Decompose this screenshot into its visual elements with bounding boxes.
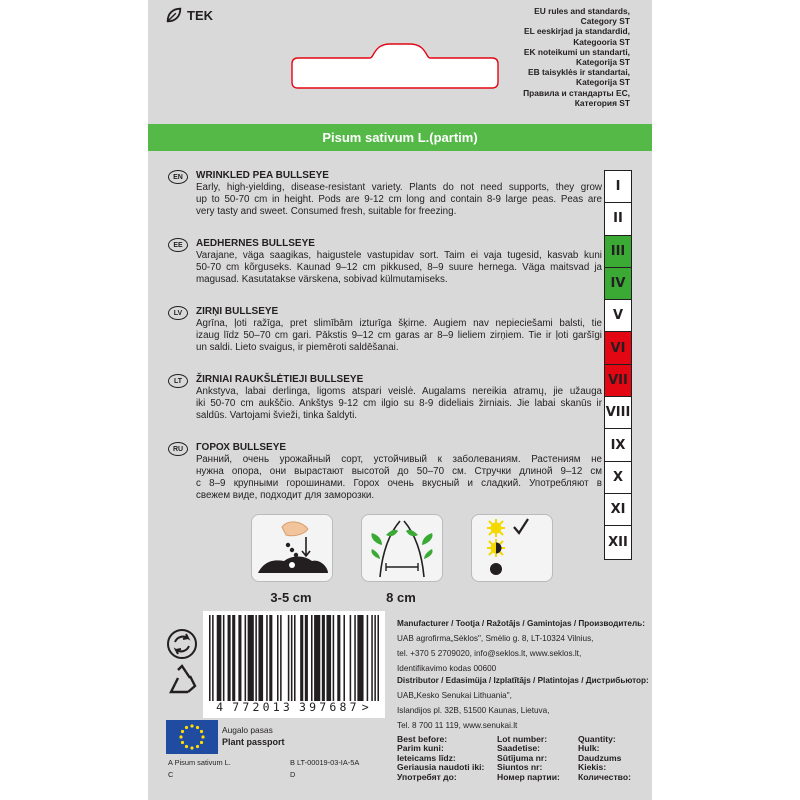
barcode-bar (322, 615, 325, 701)
field-label: Quantity: (578, 734, 616, 744)
eu-rules-line: EU rules and standards, (534, 6, 630, 16)
passport-line-lt: Augalo pasas (222, 725, 273, 735)
species-name: Pisum sativum L.(partim) (322, 130, 478, 145)
field-label: Daudzums (578, 752, 622, 763)
barcode-bar (212, 615, 214, 701)
sowing-depth-label: 3-5 cm (270, 590, 312, 605)
eu-rules-line: EK noteikumi un standarti, (523, 46, 630, 57)
description-line: нужна опора, они вырастают высотой до 50–70 см. Стручки длиной 9–12 см (196, 466, 602, 477)
barcode-bar (277, 615, 279, 701)
field-label: Best before: (397, 734, 448, 744)
barcode-bar (305, 615, 308, 701)
description-line: Ранний, очень урожайный сорт, устойчивый к заболеваниям. Растениям не (196, 454, 602, 465)
eu-rules-line: Kategooria ST (573, 36, 630, 47)
distributor-heading: Distributor / Edasimüja / Izplatītājs / Platintojas / Дистрибьютор: (397, 676, 649, 685)
brand-logo (165, 6, 213, 24)
variety-description (196, 318, 602, 354)
quantity-column (578, 735, 631, 782)
barcode-bar (248, 615, 254, 701)
barcode-bar (371, 615, 373, 701)
eu-rules-line: Kategorija ST (576, 77, 630, 88)
plant-spacing-icon (361, 514, 443, 582)
barcode-bar (367, 615, 369, 701)
field-label: Количество: (578, 771, 631, 782)
distributor-address: Islandijos pl. 32B, 51500 Kaunas, Lietuva, (397, 706, 550, 715)
variety-title: ŽIRNIAI RAUKŠLĖTIEJI BULLSEYE (196, 374, 364, 385)
distributor-name: UAB„Kesko Senukai Lithuania", (397, 691, 512, 700)
eu-rules-line: EL eeskirjad ja standardid, (524, 26, 630, 37)
passport-code: B LT-00019-03-IA-5A (290, 758, 360, 767)
variety-description (196, 182, 602, 218)
barcode-digits-left: 772013 (232, 700, 293, 714)
lot-number-column (497, 735, 560, 782)
eu-rules-line: Kategorija ST (576, 57, 630, 68)
barcode-quiet-mark: > (361, 700, 372, 714)
climate-zone: III (605, 236, 631, 268)
barcode-bar (294, 615, 296, 701)
brand-text: TEK (187, 7, 213, 23)
variety-title: ГОРОХ BULLSEYE (196, 442, 287, 453)
distributor-info (397, 675, 649, 731)
field-label: Употребят до: (397, 771, 457, 782)
description-line: izaug līdz 50–70 cm gari. Pākstis 9–12 cm garas ar 8–9 lieliem zirņiem. Tie ir ļoti garšīgi (196, 330, 602, 341)
description-line: saldūs. Vartojami švieži, tinka šaldyti. (196, 410, 357, 421)
hanger-cutout (290, 40, 500, 90)
eu-star (179, 735, 182, 738)
barcode-bar (300, 615, 303, 701)
barcode-bar (333, 615, 335, 701)
climate-zone: VI (605, 332, 631, 364)
field-label: Kiekis: (578, 762, 607, 773)
barcode-bar (238, 615, 241, 701)
climate-zones (604, 170, 632, 560)
barcode-bar (357, 615, 363, 701)
barcode-bar (280, 615, 282, 701)
eu-flag-icon (166, 720, 218, 754)
barcode-bar (245, 615, 247, 701)
description-line: 50-70 cm kõrguseks. Kaunad 9–12 cm pikkused, 8–9 suure hernega. Väga maitsvad ja (196, 262, 602, 273)
species-band (148, 124, 652, 151)
barcode-bar (255, 615, 257, 701)
field-label: Sūtījuma nr: (497, 752, 548, 763)
description-line: very tasty and sweet. Consumed fresh, suitable for freezing. (196, 206, 457, 217)
leaf-icon (165, 6, 183, 24)
climate-zone: V (605, 300, 631, 332)
barcode-bar (209, 615, 211, 701)
eu-rules-line: Category ST (580, 16, 630, 27)
eu-star (200, 730, 203, 733)
description-line: Agrīna, ļoti ražīga, pret slimībām izturīga šķirne. Augiem nav nepieciešami balsti, tie (196, 318, 602, 329)
eu-rules-line: EB taisyklės ir standartai, (528, 67, 630, 78)
description-line: Ankstyva, labai derlinga, ligoms atspari veislė. Augalams nereikia atramų, jie užauga (196, 386, 602, 397)
plant-spacing-label: 8 cm (386, 590, 416, 605)
variety-description (196, 454, 602, 502)
variety-description (196, 250, 602, 286)
manufacturer-id: Identifikavimo kodas 00600 (397, 664, 497, 673)
barcode-bar (288, 615, 290, 701)
barcode-bar (374, 615, 376, 701)
sowing-depth-icon (251, 514, 333, 582)
climate-zone: VII (605, 365, 631, 397)
sun-exposure-icon (471, 514, 553, 582)
climate-zone: VIII (605, 397, 631, 429)
language-badge: LT (168, 374, 188, 388)
barcode-bar (269, 615, 272, 701)
barcode-bar (217, 615, 222, 701)
field-label: Lot number: (497, 734, 548, 744)
barcode (203, 611, 385, 718)
description-line: с 8–9 крупными горошинами. Горох очень вкусный и сладкий. Употребляют в (196, 478, 602, 489)
barcode-bar (350, 615, 352, 701)
description-line: Varajane, väga saagikas, haigustele vastupidav sort. Taim ei vaja tugesid, kasvab kuni (196, 250, 602, 261)
field-label: Saadetise: (497, 743, 540, 754)
climate-zone: II (605, 203, 631, 235)
eu-star (190, 746, 193, 749)
climate-zone: IV (605, 268, 631, 300)
eu-star (200, 741, 203, 744)
variety-title: ZIRŅI BULLSEYE (196, 306, 279, 317)
barcode-bar (377, 615, 379, 701)
eu-star (181, 730, 184, 733)
barcode-bar (291, 615, 293, 701)
description-line: magusad. Kasutatakse värskena, sobivad külmutamiseks. (196, 274, 448, 285)
description-line: up to 50-70 cm in height. Pods are 9-12 cm long and contain 8-9 large peas. Peas are (196, 194, 602, 205)
description-line: Early, high-yielding, disease-resistant variety. Plants do not need supports, they grow (196, 182, 602, 193)
field-label: Siuntos nr: (497, 762, 543, 773)
variety-title: AEDHERNES BULLSEYE (196, 238, 315, 249)
language-badge: EN (168, 170, 188, 184)
barcode-bar (354, 615, 356, 701)
eu-star (185, 726, 188, 729)
plant-passport (222, 724, 285, 748)
eu-rules-line: Правила и стандарты ЕС, (523, 87, 630, 98)
barcode-bar (343, 615, 345, 701)
barcode-bar (228, 615, 231, 701)
manufacturer-info (397, 618, 645, 674)
recycle-circle-icon (166, 628, 198, 660)
language-badge: RU (168, 442, 188, 456)
eu-star (181, 741, 184, 744)
distributor-contacts: Tel. 8 700 11 119, www.senukai.lt (397, 721, 518, 730)
variety-title: WRINKLED PEA BULLSEYE (196, 170, 329, 181)
climate-zone: I (605, 171, 631, 203)
barcode-bar (232, 615, 235, 701)
barcode-bar (337, 615, 340, 701)
eu-star (190, 724, 193, 727)
barcode-bar (223, 615, 225, 701)
barcode-digits-right: 397687 (299, 700, 360, 714)
field-label: Ieteicams līdz: (397, 752, 456, 763)
eu-star (196, 726, 199, 729)
manufacturer-address: UAB agrofirma„Sėklos", Smėlio g. 8, LT-10324 Vilnius, (397, 634, 594, 643)
description-line: свежем виде, подходит для заморозки. (196, 490, 375, 501)
language-badge: LV (168, 306, 188, 320)
language-badge: EE (168, 238, 188, 252)
eu-rules-line: Категория ST (574, 97, 630, 108)
description-line: un saldi. Lieto svaigus, ir piemēroti saldēšanai. (196, 342, 399, 353)
passport-species: A Pisum sativum L. (168, 758, 231, 767)
climate-zone: X (605, 462, 631, 494)
barcode-digits (203, 700, 385, 714)
climate-zone: XI (605, 494, 631, 526)
recycle-triangle-icon (166, 664, 198, 696)
manufacturer-contacts: tel. +370 5 2709020, info@seklos.lt, www.seklos.lt, (397, 649, 582, 658)
barcode-bar (311, 615, 313, 701)
field-label: Geriausia naudoti iki: (397, 762, 485, 773)
description-line: iki 50-70 cm aukščio. Ankštys 9-12 cm ilgio su 8-9 dideliais žirniais. Jie labai skanūs ir (196, 398, 602, 409)
passport-c: C (168, 770, 174, 779)
variety-description (196, 386, 602, 422)
eu-rules-block (500, 6, 630, 108)
barcode-bar (326, 615, 331, 701)
field-label: Hulk: (578, 743, 600, 754)
eu-star (196, 745, 199, 748)
field-label: Parim kuni: (397, 743, 444, 754)
passport-d: D (290, 770, 296, 779)
manufacturer-heading: Manufacturer / Tootja / Ražotājs / Gamintojas / Производитель: (397, 619, 645, 628)
eu-star (201, 735, 204, 738)
climate-zone: XII (605, 526, 631, 558)
passport-line-en: Plant passport (222, 737, 285, 747)
climate-zone: IX (605, 429, 631, 461)
barcode-bar (266, 615, 268, 701)
barcode-bar (314, 615, 320, 701)
barcode-bar (258, 615, 263, 701)
barcode-digit-first: 4 (216, 700, 227, 714)
field-label: Номер партии: (497, 771, 560, 782)
eu-star (185, 745, 188, 748)
best-before-column (397, 735, 484, 782)
